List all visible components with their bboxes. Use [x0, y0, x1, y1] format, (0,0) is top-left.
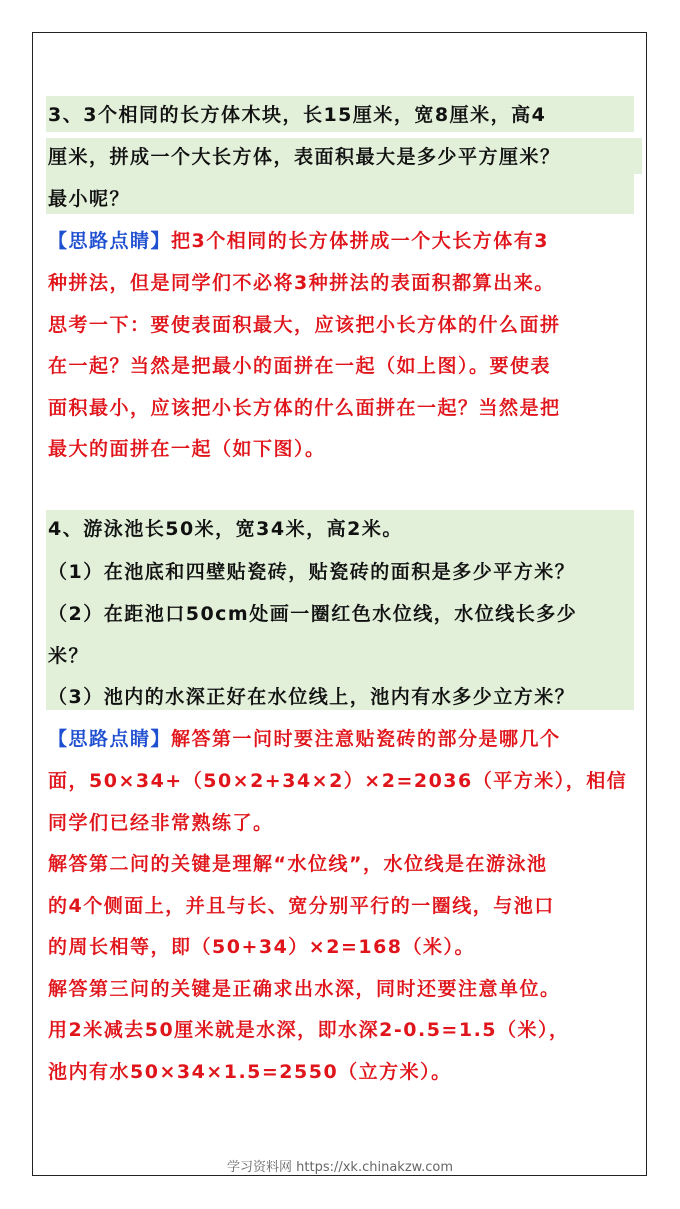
hint3-tag: 【思路点睛】 — [48, 230, 172, 252]
q4-sub-2b: 米？ — [48, 645, 90, 667]
hint4-line-5: 的4个侧面上，并且与长、宽分别平行的一圈线，与池口 — [48, 895, 555, 917]
q4-sub-1: （1）在池底和四壁贴瓷砖，贴瓷砖的面积是多少平方米？ — [48, 561, 576, 583]
hint4-line-2: 面，50×34+（50×2+34×2）×2=2036（平方米），相信 — [48, 770, 628, 792]
hint3-line-6: 最大的面拼在一起（如下图）。 — [48, 438, 326, 460]
q3-line-1: 3、3个相同的长方体木块，长15厘米，宽8厘米，高4 — [48, 104, 547, 126]
hint4-line-9: 池内有水50×34×1.5=2550（立方米）。 — [48, 1061, 452, 1083]
hint4-line-3: 同学们已经非常熟练了。 — [48, 812, 274, 834]
hint4-tag: 【思路点睛】 — [48, 728, 172, 750]
hint3-line-2: 种拼法，但是同学们不必将3种拼法的表面积都算出来。 — [48, 272, 555, 294]
q4-sub-3: （3）池内的水深正好在水位线上，池内有水多少立方米？ — [48, 686, 576, 708]
hint3-line-1-text: 把3个相同的长方体拼成一个大长方体有3 — [171, 230, 549, 252]
hint3-line-3: 思考一下：要使表面积最大，应该把小长方体的什么面拼 — [48, 314, 561, 336]
hint4-line-8: 用2米减去50厘米就是水深，即水深2-0.5=1.5（米）， — [48, 1019, 570, 1041]
q3-line-2: 厘米，拼成一个大长方体，表面积最大是多少平方厘米？ — [48, 146, 561, 168]
hint4-line-1-text: 解答第一问时要注意贴瓷砖的部分是哪几个 — [171, 728, 561, 750]
q3-highlight-2 — [46, 172, 634, 214]
hint3-line-5: 面积最小，应该把小长方体的什么面拼在一起？当然是把 — [48, 397, 561, 419]
hint4-line-4: 解答第二问的关键是理解“水位线”，水位线是在游泳池 — [48, 853, 548, 875]
q4-sub-2a: （2）在距池口50cm处画一圈红色水位线，水位线长多少 — [48, 603, 578, 625]
q3-line-3: 最小呢？ — [48, 188, 131, 210]
hint4-line-6: 的周长相等，即（50+34）×2=168（米）。 — [48, 936, 476, 958]
hint4-line-1 — [48, 722, 561, 756]
hint3-line-1 — [48, 224, 549, 258]
hint3-line-4: 在一起？当然是把最小的面拼在一起（如上图）。要使表 — [48, 355, 552, 377]
hint4-line-7: 解答第三问的关键是正确求出水深，同时还要注意单位。 — [48, 978, 561, 1000]
q4-line-1: 4、游泳池长50米，宽34米，高2米。 — [48, 518, 403, 540]
footer-watermark: 学习资料网 https://xk.chinakzw.com — [227, 1160, 453, 1175]
